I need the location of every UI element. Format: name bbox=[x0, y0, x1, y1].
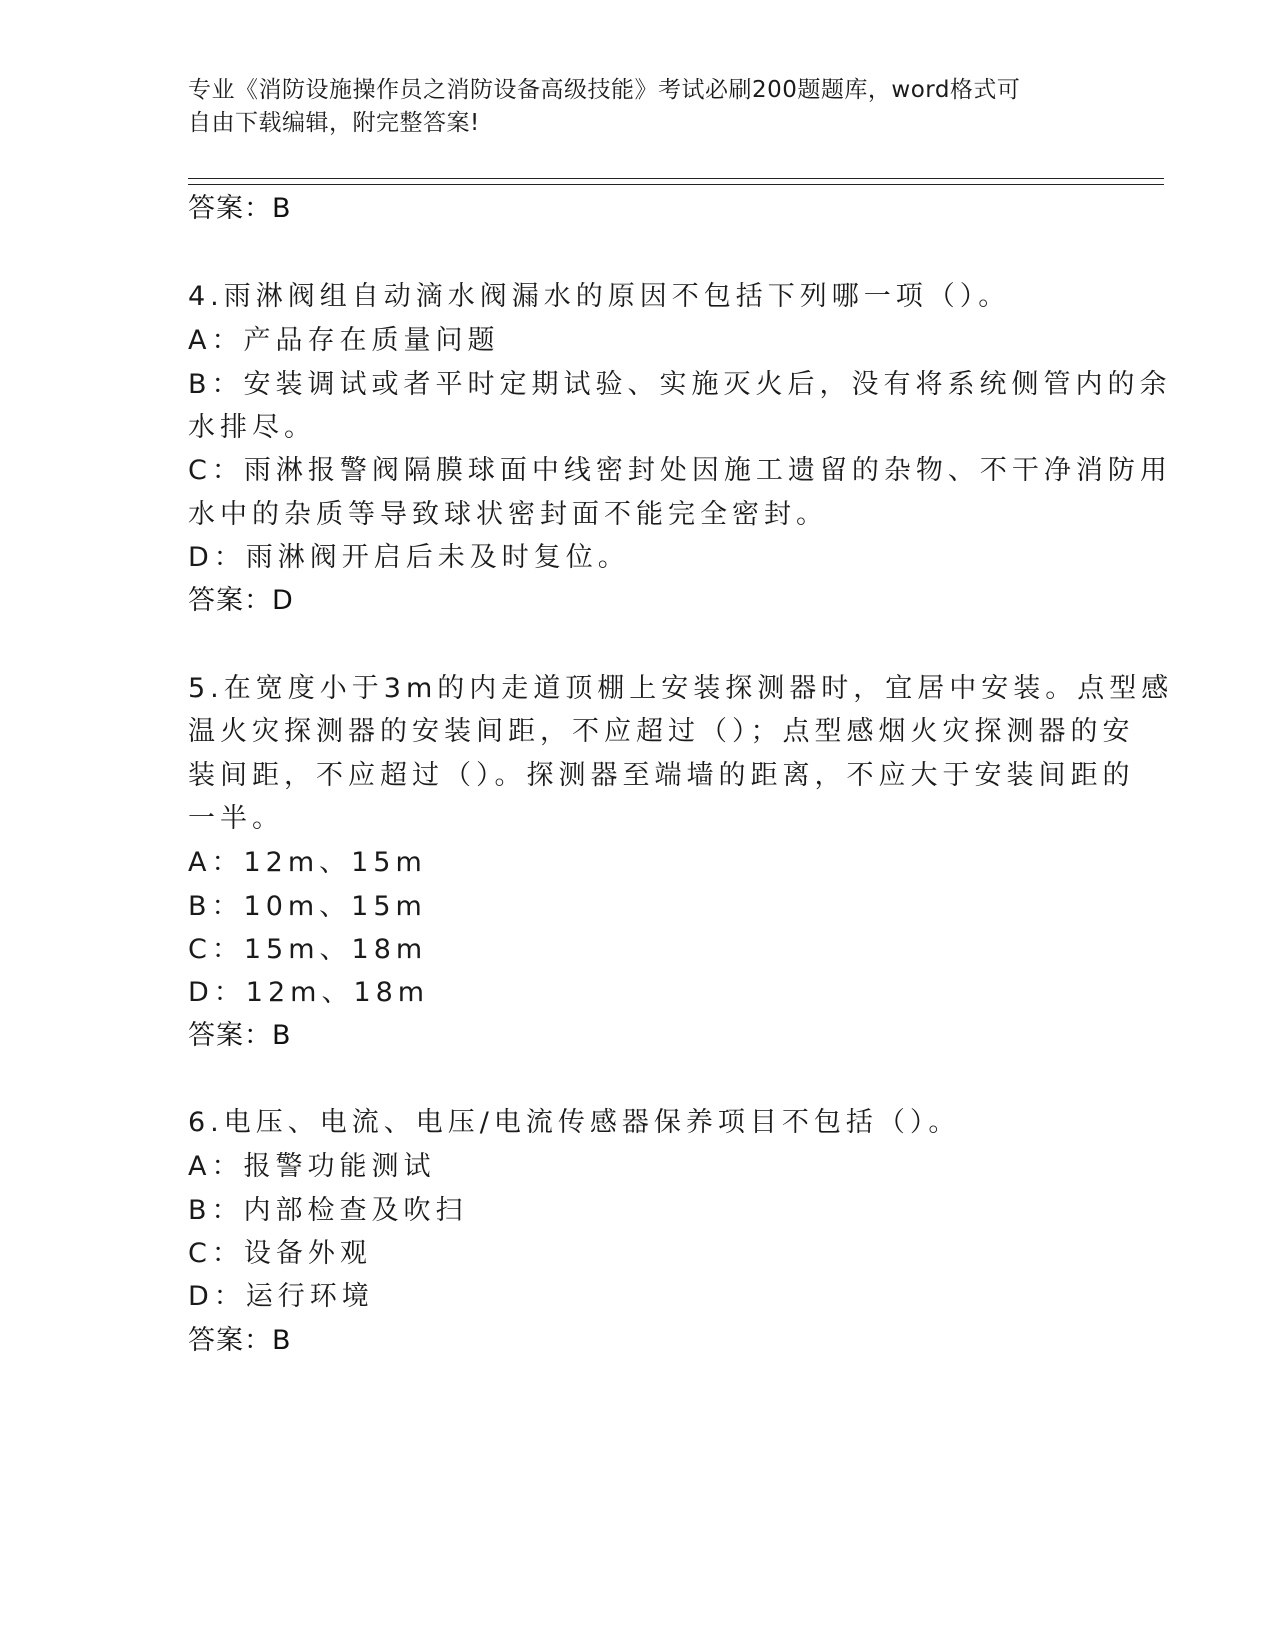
question-6-answer: 答案：B bbox=[188, 1325, 292, 1356]
question-5-option-c: C：15m、18m bbox=[188, 934, 428, 965]
header-divider-top bbox=[188, 178, 1164, 179]
question-4-option-a: A：产品存在质量问题 bbox=[188, 325, 500, 356]
question-6-option-b: B：内部检查及吹扫 bbox=[188, 1195, 468, 1226]
question-4-option-c-cont: 水中的杂质等导致球状密封面不能完全密封。 bbox=[188, 499, 828, 530]
document-header bbox=[188, 74, 1068, 140]
answer-prev: 答案：B bbox=[188, 193, 292, 224]
question-4-stem: 4.雨淋阀组自动滴水阀漏水的原因不包括下列哪一项（）。 bbox=[188, 281, 1011, 312]
question-5-stem-line-1: 5.在宽度小于3m的内走道顶棚上安装探测器时，宜居中安装。点型感 bbox=[188, 673, 1174, 704]
question-4-option-d: D：雨淋阀开启后未及时复位。 bbox=[188, 542, 630, 573]
question-6-option-d: D：运行环境 bbox=[188, 1281, 374, 1312]
question-4-option-c: C：雨淋报警阀隔膜球面中线密封处因施工遗留的杂物、不干净消防用 bbox=[188, 455, 1172, 486]
question-5-stem-line-3: 装间距，不应超过（）。探测器至端墙的距离，不应大于安装间距的 bbox=[188, 760, 1135, 791]
question-6-option-c: C：设备外观 bbox=[188, 1238, 372, 1269]
question-5-answer: 答案：B bbox=[188, 1020, 292, 1051]
header-line-2: 自由下载编辑，附完整答案! bbox=[188, 110, 480, 136]
header-divider-bottom bbox=[188, 184, 1164, 185]
question-6-stem: 6.电压、电流、电压/电流传感器保养项目不包括（）。 bbox=[188, 1107, 961, 1138]
question-4-option-b: B：安装调试或者平时定期试验、实施灭火后，没有将系统侧管内的余 bbox=[188, 369, 1172, 400]
question-5-option-a: A：12m、15m bbox=[188, 847, 427, 878]
question-5-stem-line-2: 温火灾探测器的安装间距，不应超过（）；点型感烟火灾探测器的安 bbox=[188, 716, 1135, 747]
header-line-1: 专业《消防设施操作员之消防设备高级技能》考试必刷200题题库，word格式可 bbox=[188, 77, 1021, 103]
question-4-option-b-cont: 水排尽。 bbox=[188, 412, 316, 443]
question-4-answer: 答案：D bbox=[188, 585, 294, 616]
question-5-option-b: B：10m、15m bbox=[188, 891, 427, 922]
question-5-stem-line-4: 一半。 bbox=[188, 803, 284, 834]
question-6-option-a: A：报警功能测试 bbox=[188, 1151, 436, 1182]
question-5-option-d: D：12m、18m bbox=[188, 977, 430, 1008]
